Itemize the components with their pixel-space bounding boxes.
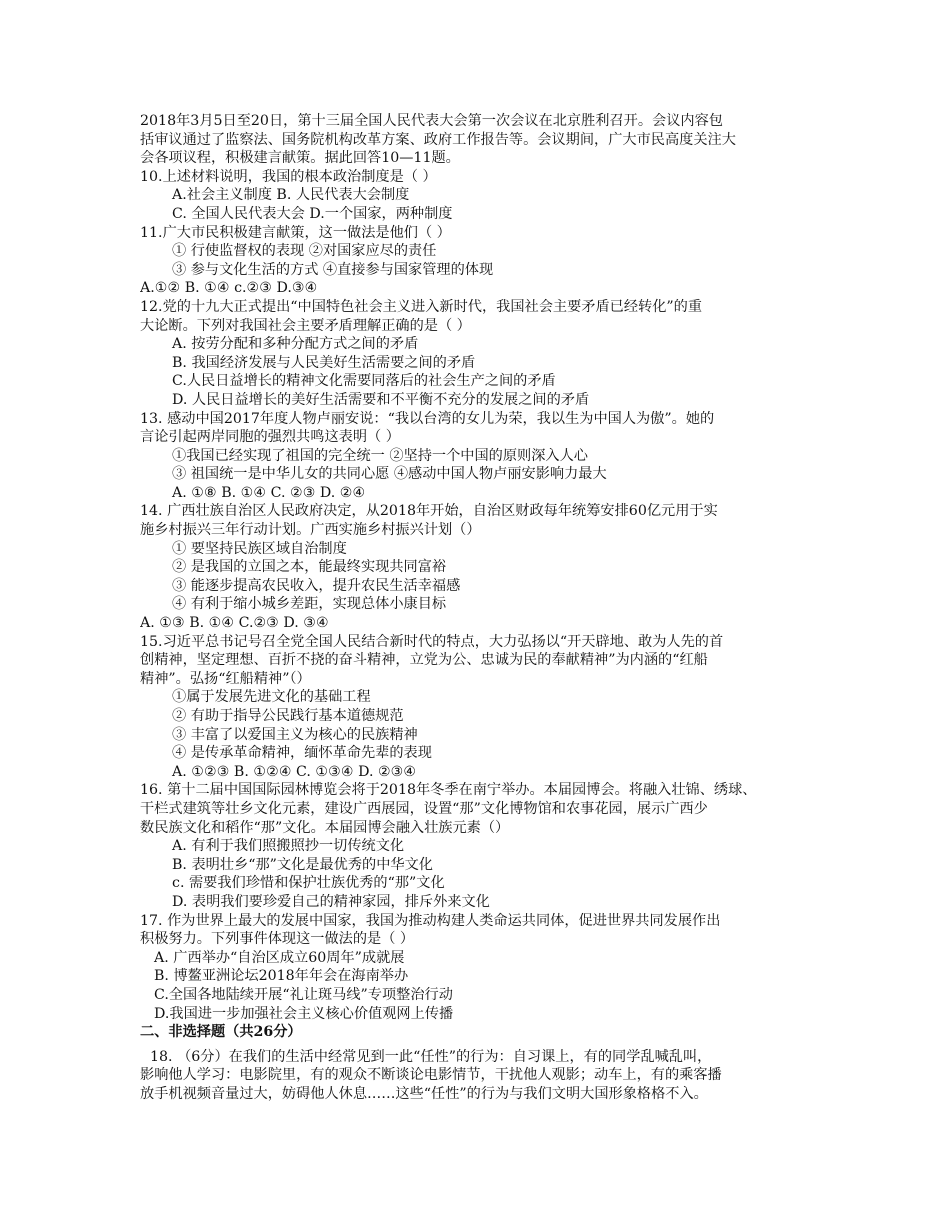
question-16 (140, 781, 820, 911)
question-stem: 干栏式建筑等壮乡文化元素，建设广西展园，设置“那”文化博物馆和农事花园，展示广西少 (140, 800, 708, 817)
statement-item: ③ 丰富了以爱国主义为核心的民族精神 (172, 726, 418, 743)
answer-option: D.我国进一步加强社会主义核心价值观网上传播 (154, 1005, 454, 1022)
answer-option: B. 表明壮乡“那”文化是最优秀的中华文化 (172, 856, 433, 873)
answer-options: C. 全国人民代表大会 D.一个国家，两种制度 (172, 205, 453, 222)
question-stem: 11.广大市民积极建言献策，这一做法是他们（ ） (140, 224, 451, 241)
answer-option: D. 人民日益增长的美好生活需要和不平衡不充分的发展之间的矛盾 (172, 391, 590, 408)
answer-options: A. ①③ B. ①④ C.②③ D. ③④ (140, 615, 329, 632)
statement-item: ① 要坚持民族区域自治制度 (172, 540, 347, 557)
question-12 (140, 298, 820, 410)
question-18 (140, 1048, 820, 1104)
section-heading: 二、非选择题（共26分） (140, 1024, 302, 1041)
question-stem: 大论断。下列对我国社会主要矛盾理解正确的是（ ） (140, 317, 471, 334)
statement-item: ①属于发展先进文化的基础工程 (172, 689, 371, 706)
question-stem: 13. 感动中国2017年度人物卢丽安说：“我以台湾的女儿为荣，我以生为中国人为傲”。她的 (140, 410, 715, 427)
statement-item: ② 有助于指导公民践行基本道德规范 (172, 708, 404, 724)
answer-option: C.人民日益增长的精神文化需要同落后的社会生产之间的矛盾 (172, 373, 556, 390)
answer-option: A. 有利于我们照搬照抄一切传统文化 (172, 838, 405, 855)
question-stem: 施乡村振兴三年行动计划。广西实施乡村振兴计划（） (140, 522, 481, 539)
answer-options: A. ①②③ B. ①②④ C. ①③④ D. ②③④ (172, 763, 417, 780)
statement-item: ④ 是传承革命精神，缅怀革命先辈的表现 (172, 745, 432, 762)
intro-line: 2018年3月5日至20日，第十三届全国人民代表大会第一次会议在北京胜利召开。会议内容包 (140, 113, 723, 129)
question-stem: 10.上述材料说明，我国的根本政治制度是（ ） (140, 168, 437, 185)
question-text-line: 18. （6分）在我们的生活中经常见到一此“任性”的行为：自习课上，有的同学乱喊乱叫， (150, 1048, 712, 1065)
question-stem: 15.习近平总书记号召全党全国人民结合新时代的特点，大力弘扬以“开天辟地、敢为人先的首 (140, 633, 724, 650)
answer-option: A. 按劳分配和多种分配方式之间的矛盾 (172, 336, 419, 353)
exam-page (140, 112, 820, 1103)
answer-option: B. 博鳌亚洲论坛2018年年会在海南举办 (154, 968, 409, 985)
question-14 (140, 502, 820, 632)
answer-options: A.①② B. ①④ c.②③ D.③④ (140, 280, 318, 297)
question-stem: 数民族文化和稻作“那”文化。本届园博会融入壮族元素（） (140, 819, 510, 836)
answer-option: B. 我国经济发展与人民美好生活需要之间的矛盾 (172, 354, 476, 371)
statement-items: ③ 参与文化生活的方式 ④直接参与国家管理的体现 (172, 261, 494, 278)
statement-item: ③ 能逐步提高农民收入，提升农民生活幸福感 (172, 577, 461, 594)
question-stem: 精神”。弘扬“红船精神”（） (140, 670, 311, 687)
statement-item: ② 是我国的立国之本，能最终实现共同富裕 (172, 559, 447, 576)
answer-option: C.全国各地陆续开展“礼让斑马线”专项整治行动 (154, 986, 453, 1003)
question-text-line: 影响他人学习：电影院里，有的观众不断谈论电影情节，干扰他人观影；动车上，有的乘客播 (140, 1067, 722, 1084)
answer-options: A. ①⑧ B. ①④ C. ②③ D. ②④ (172, 484, 366, 501)
question-stem: 创精神，坚定理想、百折不挠的奋斗精神，立党为公、忠诚为民的奉献精神”为内涵的“红船 (140, 652, 708, 669)
question-stem: 12.党的十九大正式提出“中国特色社会主义进入新时代，我国社会主要矛盾已经转化”的重 (140, 298, 703, 315)
answer-option: D. 表明我们要珍爱自己的精神家园，排斥外来文化 (172, 893, 490, 910)
question-stem: 积极努力。下列事件体现这一做法的是（ ） (140, 931, 415, 948)
question-stem: 17. 作为世界上最大的发展中国家，我国为推动构建人类命运共同体，促进世界共同发展作出 (140, 912, 721, 929)
question-11 (140, 224, 820, 298)
statement-items: ③ 祖国统一是中华儿女的共同心愿 ④感动中国人物卢丽安影响力最大 (172, 466, 607, 483)
answer-option: c. 需要我们珍惜和保护壮族优秀的“那”文化 (172, 875, 445, 892)
statement-items: ① 行使监督权的表现 ②对国家应尽的责任 (172, 243, 437, 260)
intro-passage (140, 112, 820, 168)
intro-line: 括审议通过了监察法、国务院机构改革方案、政府工作报告等。会议期间，广大市民高度关注大 (140, 131, 736, 148)
question-13 (140, 410, 820, 503)
question-10 (140, 168, 820, 224)
answer-options: A.社会主义制度 B. 人民代表大会制度 (172, 187, 410, 204)
question-15 (140, 633, 820, 782)
question-stem: 言论引起两岸同胞的强烈共鸣这表明（ ） (140, 429, 400, 446)
question-stem: 14. 广西壮族自治区人民政府决定，从2018年开始，自治区财政每年统筹安排60亿元用于实 (140, 503, 718, 520)
statement-items: ①我国已经实现了祖国的完全统一 ②坚持一个中国的原则深入人心 (172, 447, 588, 464)
question-text-line: 放手机视频音量过大，妨碍他人休息……这些“任性”的行为与我们文明大国形象格格不入。 (140, 1085, 708, 1102)
answer-option: A. 广西举办“自治区成立60周年”成就展 (154, 949, 405, 966)
intro-line: 会各项议程，积极建言献策。据此回答10—11题。 (140, 150, 460, 167)
question-stem: 16. 第十二届中国国际园林博览会将于2018年冬季在南宁举办。本届园博会。将融入壮锦、绣球、 (140, 782, 757, 799)
statement-item: ④ 有利于缩小城乡差距，实现总体小康目标 (172, 596, 447, 613)
question-17 (140, 912, 820, 1024)
